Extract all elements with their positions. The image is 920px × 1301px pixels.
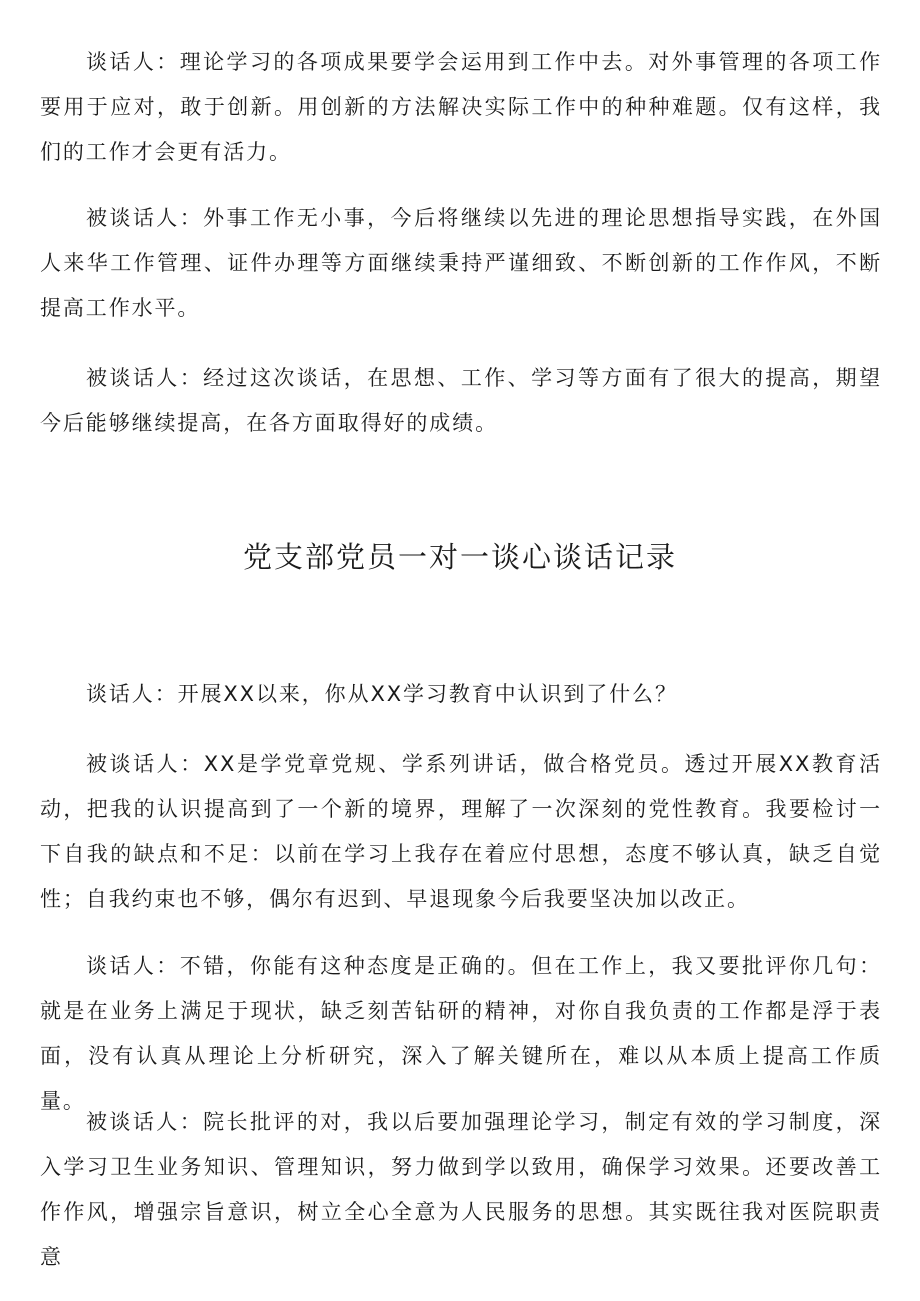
paragraph-speaker-criticism: 谈话人：不错，你能有这种态度是正确的。但在工作上，我又要批评你几句：就是在业务上满足于现状，缺乏刻苦钻研的精神，对你自我负责的工作都是浮于表面，没有认真从理论上分析研究，深入了解关键所在，难以从本质上提高工作质量。 bbox=[40, 954, 882, 1113]
paragraph-speaker-question: 谈话人：开展XX以来，你从XX学习教育中认识到了什么？ bbox=[86, 682, 678, 706]
paragraph-interviewee-summary: 被谈话人：经过这次谈话，在思想、工作、学习等方面有了很大的提高，期望今后能够继续提高，在各方面取得好的成绩。 bbox=[40, 366, 882, 435]
paragraph-interviewee-self-review: 被谈话人：XX是学党章党规、学系列讲话，做合格党员。透过开展XX教育活动，把我的认识提高到了一个新的境界，理解了一次深刻的党性教育。我要检讨一下自我的缺点和不足：以前在学习上我存在着应付思想，态度不够认真，缺乏自觉性；自我约束也不够，偶尔有迟到、早退现象今后我要坚决加以改正。 bbox=[40, 752, 882, 911]
paragraph-interviewee-foreign-affairs: 被谈话人：外事工作无小事，今后将继续以先进的理论思想指导实践，在外国人来华工作管理、证件办理等方面继续秉持严谨细致、不断创新的工作作风，不断提高工作水平。 bbox=[40, 206, 882, 320]
paragraph-interviewee-response: 被谈话人：院长批评的对，我以后要加强理论学习，制定有效的学习制度，深入学习卫生业务知识、管理知识，努力做到学以致用，确保学习效果。还要改善工作作风，增强宗旨意识，树立全心全意为人民服务的思想。其实既往我对医院职责意 bbox=[40, 1110, 882, 1269]
document-title: 党支部党员一对一谈心谈话记录 bbox=[242, 540, 677, 574]
paragraph-speaker-practice: 谈话人：理论学习的各项成果要学会运用到工作中去。对外事管理的各项工作要用于应对，敢于创新。用创新的方法解决实际工作中的种种难题。仅有这样，我们的工作才会更有活力。 bbox=[40, 50, 882, 164]
